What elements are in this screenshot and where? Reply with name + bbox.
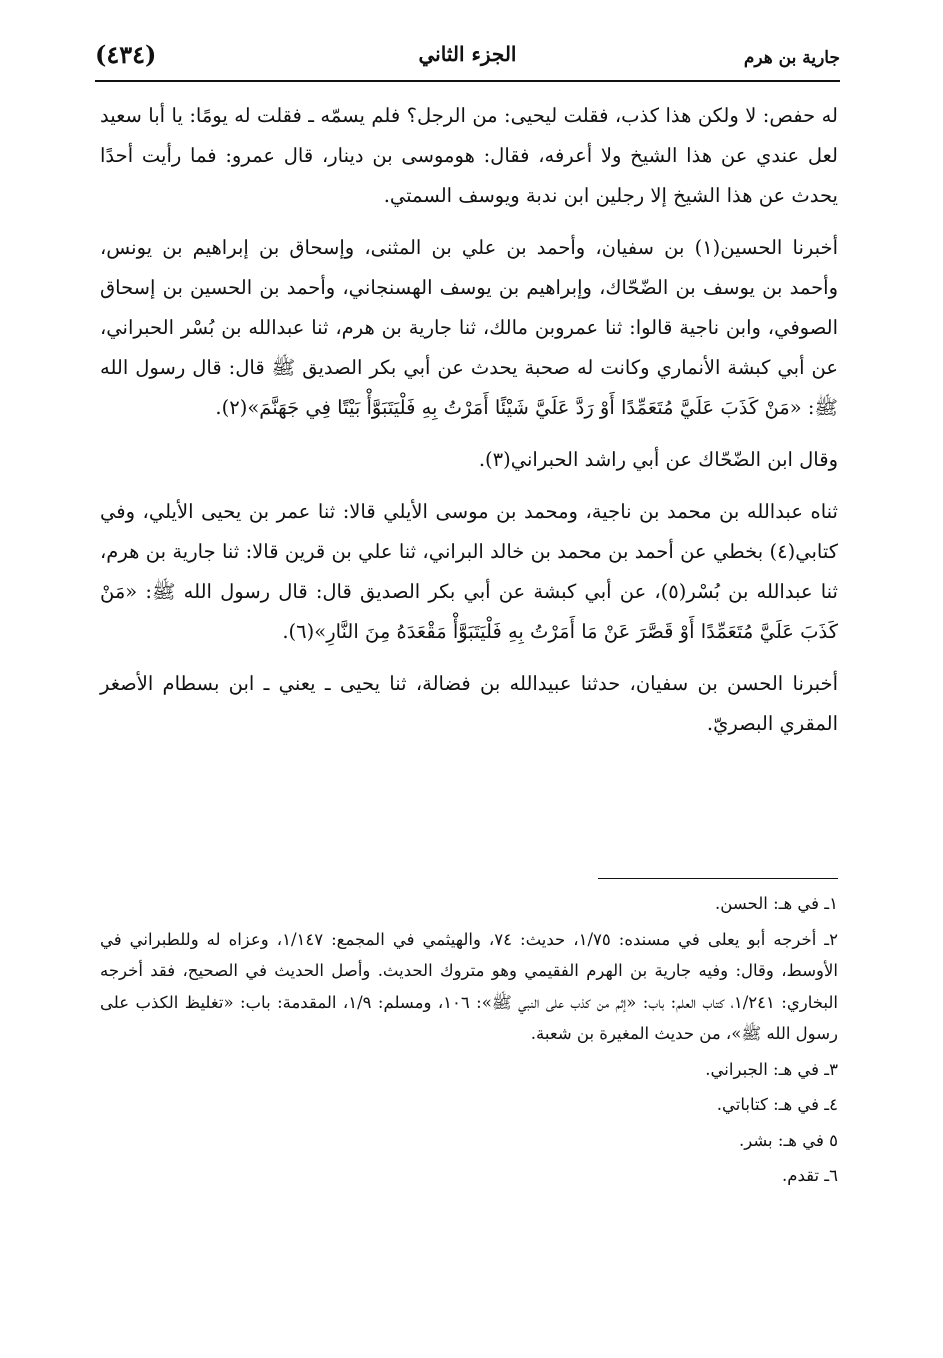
paragraph: أخبرنا الحسن بن سفيان، حدثنا عبيدالله بن فضالة، ثنا يحيى ـ يعني ـ ابن بسطام الأصغر المقري البصريّ. [100,672,838,735]
footnote: ١ـ في هـ: الحسن. [715,894,838,913]
main-text [100,96,838,744]
footnote: ٤ـ في هـ: كتاباتي. [716,1095,838,1114]
footnote: ٣ـ في هـ: الجبراني. [705,1059,838,1079]
footnotes [100,888,838,1192]
paragraph: وقال ابن الضّحّاك عن أبي راشد الحبراني(٣). [478,448,838,471]
page-header [95,38,840,78]
paragraph: ثناه عبدالله بن محمد بن ناجية، ومحمد بن موسى الأيلي قالا: ثنا عمر بن يحيى الأيلي، وفي كتابي(٤) بخطي عن أحمد بن محمد بن خالد البراني، ثنا علي بن قرين قالا: ثنا جارية بن هرم، ثنا عبدالله بن بُسْر(٥)، عن أبي كبشة عن أبي بكر الصديق قال: قال رسول الله ﷺ: «مَنْ كَذَبَ عَلَيَّ مُتَعَمِّدًا أَوْ قَصَّرَ عَنْ مَا أَمَرْتُ بِهِ فَلْيَتَبَوَّأْ مَقْعَدَهُ مِنَ النَّارِ»(٦). [100,500,838,643]
header-rule [95,80,840,82]
running-title: جارية بن هرم [743,48,840,68]
footnote: ٢ـ أخرجه أبو يعلى في مسنده: ١/٧٥، حديث: ٧٤، والهيثمي في المجمع: ١/١٤٧، وعزاه له وللطبراني في الأوسط، وقال: وفيه جارية بن الهرم الفقيمي وهو متروك الحديث. وأصل الحديث في الصحيح، فقد أخرجه البخاري: ١/٢٤١، كتاب العلم: باب: «إثم من كذب على النبي ﷺ»: ١٠٦، ومسلم: ١/٩، المقدمة: باب: «تغليظ الكذب على رسول الله ﷺ»، من حديث المغيرة بن شعبة. [100,929,839,1043]
part-title: الجزء الثاني [418,42,517,66]
footnote: ٦ـ تقدم. [781,1166,838,1185]
paragraph: أخبرنا الحسين(١) بن سفيان، وأحمد بن علي بن المثنى، وإسحاق بن إبراهيم بن يونس، وأحمد بن يوسف بن الضّحّاك، وإبراهيم بن يوسف الهسنجاني، وأحمد بن الحسين بن إسحاق الصوفي، وابن ناجية قالوا: ثنا عمروبن مالك، ثنا جارية بن هرم، ثنا عبدالله بن بُسْر الحبراني، عن أبي كبشة الأنماري وكانت له صحبة يحدث عن أبي بكر الصديق ﷺ قال: قال رسول الله ﷺ: «مَنْ كَذَبَ عَلَيَّ مُتَعَمِّدًا أَوْ رَدَّ عَلَيَّ شَيْئًا أَمَرْتُ بِهِ فَلْيَتَبَوَّأْ بَيْتًا فِي جَهَنَّمَ»(٢). [100,236,838,419]
paragraph: له حفص: لا ولكن هذا كذب، فقلت ليحيى: من الرجل؟ فلم يسمّه ـ فقلت له يومًا: يا أبا سعيد لعل عندي عن هذا الشيخ ولا أعرفه، فقال: هوموسى بن دينار، قال عمرو: فما رأيت أحدًا يحدث عن هذا الشيخ إلا رجلين ابن ندبة ويوسف السمتي. [100,104,838,207]
footnote-divider [598,878,838,879]
page-number: (٤٣٤) [95,40,157,69]
footnote: ٥ في هـ: بشر. [738,1130,838,1150]
